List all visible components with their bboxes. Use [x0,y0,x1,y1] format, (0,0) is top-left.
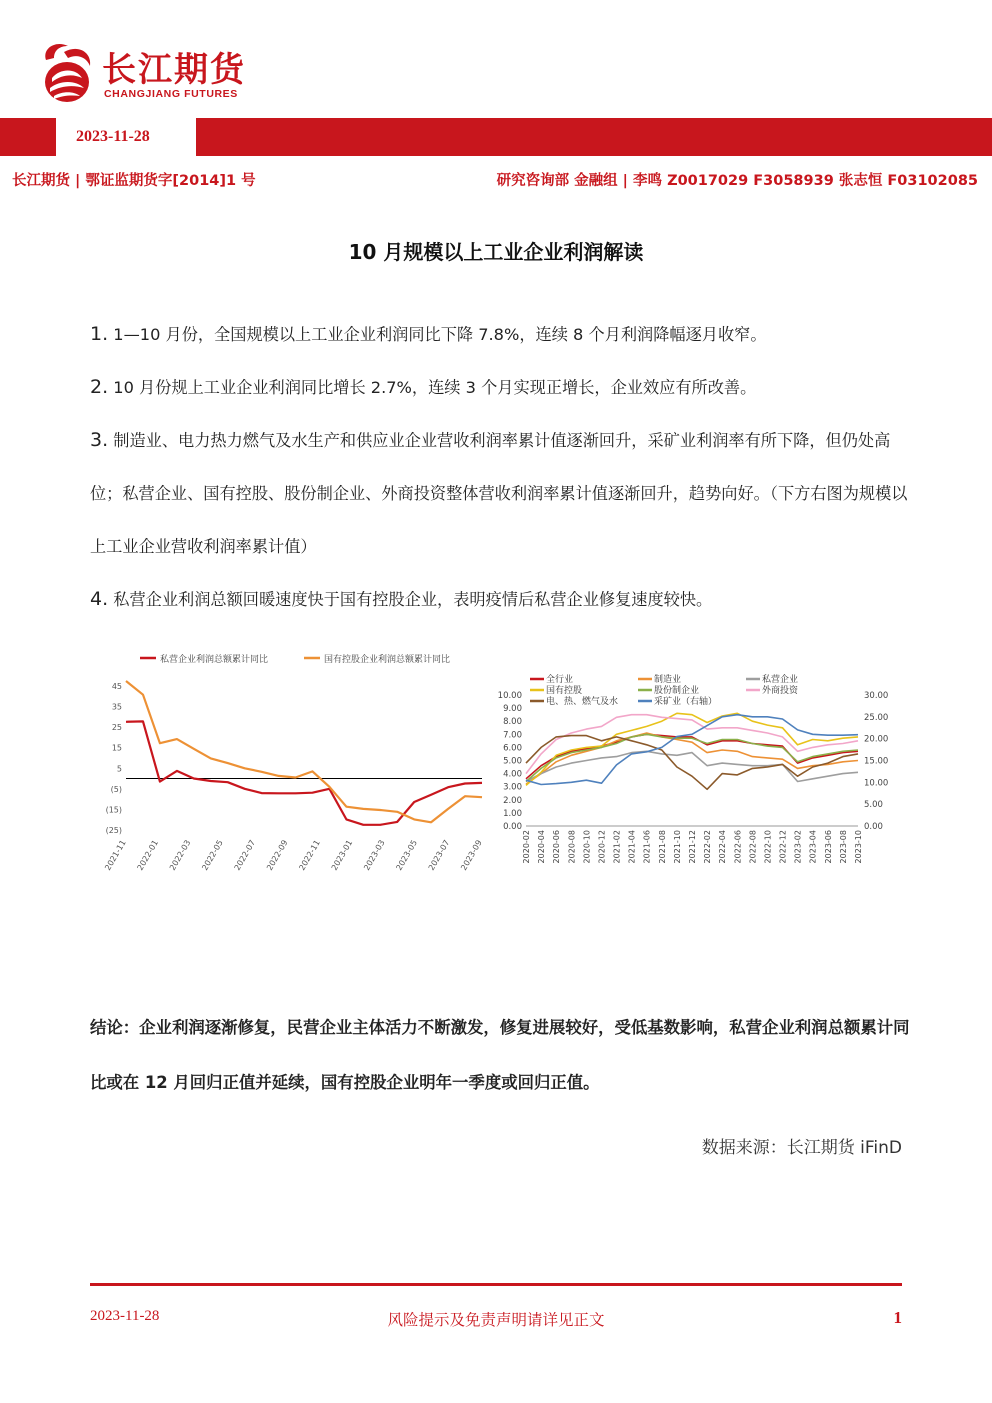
left-axis-tick: 2.00 [503,795,522,806]
y-tick-label: 15 [111,743,122,753]
x-tick-label: 2022-09 [265,838,290,872]
x-tick-label: 2023-04 [808,830,818,864]
right-axis-tick: 20.00 [864,734,889,745]
x-tick-label: 2023-03 [362,838,387,872]
series-line [126,681,482,822]
x-tick-label: 2023-02 [793,830,803,864]
left-axis-tick: 9.00 [503,704,522,715]
profit-growth-chart [96,642,488,882]
profit-growth-chart-svg [96,642,488,882]
x-tick-label: 2023-05 [394,838,420,872]
x-tick-label: 2022-10 [763,830,773,864]
left-axis-tick: 7.00 [503,730,522,741]
x-tick-label: 2022-06 [733,830,743,864]
publisher-meta: 长江期货 | 鄂证监期货字[2014]1 号 [12,173,256,189]
conclusion-text: 结论：企业利润逐渐修复，民营企业主体活力不断激发，修复进展较好，受低基数影响，私营企业利润总额累计同比或在 12 月回归正值并延续，国有控股企业明年一季度或回归正值。 [90,1018,910,1092]
left-axis-tick: 4.00 [503,769,522,780]
dragon-logo-icon [38,38,96,104]
x-tick-label: 2023-01 [329,838,355,872]
authors-meta: 研究咨询部 金融组 | 李鸣 Z0017029 F3058939 张志恒 F03102085 [496,173,978,189]
right-axis-tick: 10.00 [864,778,889,789]
date-box [56,118,196,156]
left-axis-tick: 6.00 [503,743,522,754]
x-tick-label: 2021-12 [688,830,697,864]
point-text: 10 月份规上工业企业利润同比增长 2.7%，连续 3 个月实现正增长，企业效应有所改善。 [108,378,757,397]
legend-label: 外商投资 [762,686,799,696]
x-tick-label: 2021-06 [642,830,652,864]
x-tick-label: 2022-12 [778,830,788,864]
legend-label: 私营企业利润总额累计同比 [160,655,269,665]
legend-label: 采矿业（右轴） [654,697,718,707]
company-logo [38,38,278,108]
legend-label: 股份制企业 [654,686,700,696]
point-number: 4. [90,588,109,610]
x-tick-label: 2023-08 [838,830,848,864]
point-text: 私营企业利润总额回暖速度快于国有控股企业，表明疫情后私营企业修复速度较快。 [108,590,713,609]
series-line [526,715,858,774]
legend-label: 国有控股企业利润总额累计同比 [324,655,451,665]
legend-label: 制造业 [654,675,682,685]
point-2 [90,361,910,414]
left-axis-tick: 5.00 [503,756,522,767]
x-tick-label: 2022-04 [718,830,728,864]
report-date: 2023-11-28 [76,128,150,145]
x-tick-label: 2023-06 [823,830,833,864]
x-tick-label: 2020-02 [522,830,531,864]
right-axis-tick: 30.00 [864,691,889,701]
page-number: 1 [893,1308,902,1327]
x-tick-label: 2023-09 [459,838,484,872]
left-axis-tick: 8.00 [503,717,522,728]
point-4 [90,573,910,626]
report-title: 10 月规模以上工业企业利润解读 [348,240,644,264]
point-number: 2. [90,376,109,398]
x-tick-label: 2021-10 [672,830,682,864]
y-tick-label: 25 [111,723,122,733]
left-axis-tick: 0.00 [503,822,522,832]
point-text: 1—10 月份，全国规模以上工业企业利润同比下降 7.8%，连续 8 个月利润降幅逐月收窄。 [108,325,767,344]
legend-label: 国有控股 [546,686,583,696]
x-tick-label: 2020-04 [537,830,547,864]
x-tick-label: 2022-08 [748,830,758,864]
brand-name-en: CHANGJIANG FUTURES [104,88,238,100]
x-tick-label: 2022-03 [167,838,193,872]
left-axis-tick: 3.00 [503,782,522,793]
x-tick-label: 2020-06 [552,830,562,864]
x-tick-label: 2021-08 [657,830,667,864]
x-tick-label: 2022-02 [703,830,713,864]
point-1 [90,308,910,361]
date-bar [0,118,992,156]
x-tick-label: 2021-02 [612,830,622,864]
x-tick-label: 2021-04 [627,830,637,864]
legend-label: 电、热、燃气及水 [546,697,619,707]
y-tick-label: 45 [111,682,122,692]
profit-margin-chart [494,668,890,878]
x-tick-label: 2022-07 [232,838,258,872]
brand-name-cn: 长江期货 [102,50,246,90]
x-tick-label: 2022-11 [297,838,322,872]
point-number: 1. [90,323,109,345]
data-source: 数据来源：长江期货 iFinD [701,1138,902,1158]
y-tick-label: (5) [110,784,122,794]
right-axis-tick: 0.00 [864,822,883,832]
series-line [126,721,482,824]
point-text: 制造业、电力热力燃气及水生产和供应业企业营收利润率累计值逐渐回升，采矿业利润率有所下降，但仍处高位；私营企业、国有控股、股份制企业、外商投资整体营收利润率累计值逐渐回升，趋势向好。（下方右图为规模以上工业企业营收利润率累计值） [90,431,908,556]
x-tick-label: 2021-11 [103,838,128,872]
point-number: 3. [90,429,109,451]
left-axis-tick: 1.00 [503,808,522,819]
legend-label: 私营企业 [762,675,799,685]
x-tick-label: 2023-07 [426,838,452,872]
left-axis-tick: 10.00 [497,691,522,701]
profit-margin-chart-svg [494,668,890,878]
y-tick-label: 35 [111,702,122,712]
right-axis-tick: 25.00 [864,712,889,723]
point-3 [90,414,910,573]
footer-disclaimer: 风险提示及免责声明请详见正文 [387,1311,605,1329]
x-tick-label: 2022-05 [200,838,225,872]
legend-label: 全行业 [546,675,574,685]
y-tick-label: 5 [116,764,122,774]
footer-date: 2023-11-28 [90,1308,160,1324]
x-tick-label: 2020-10 [582,830,592,864]
x-tick-label: 2020-08 [567,830,577,864]
x-tick-label: 2023-10 [854,830,863,864]
key-points [90,308,910,626]
right-axis-tick: 15.00 [864,756,889,767]
x-tick-label: 2020-12 [597,830,607,864]
right-axis-tick: 5.00 [864,800,883,811]
footer-divider [90,1283,902,1286]
y-tick-label: (15) [105,805,122,815]
x-tick-label: 2022-01 [135,838,161,872]
y-tick-label: (25) [105,825,122,835]
